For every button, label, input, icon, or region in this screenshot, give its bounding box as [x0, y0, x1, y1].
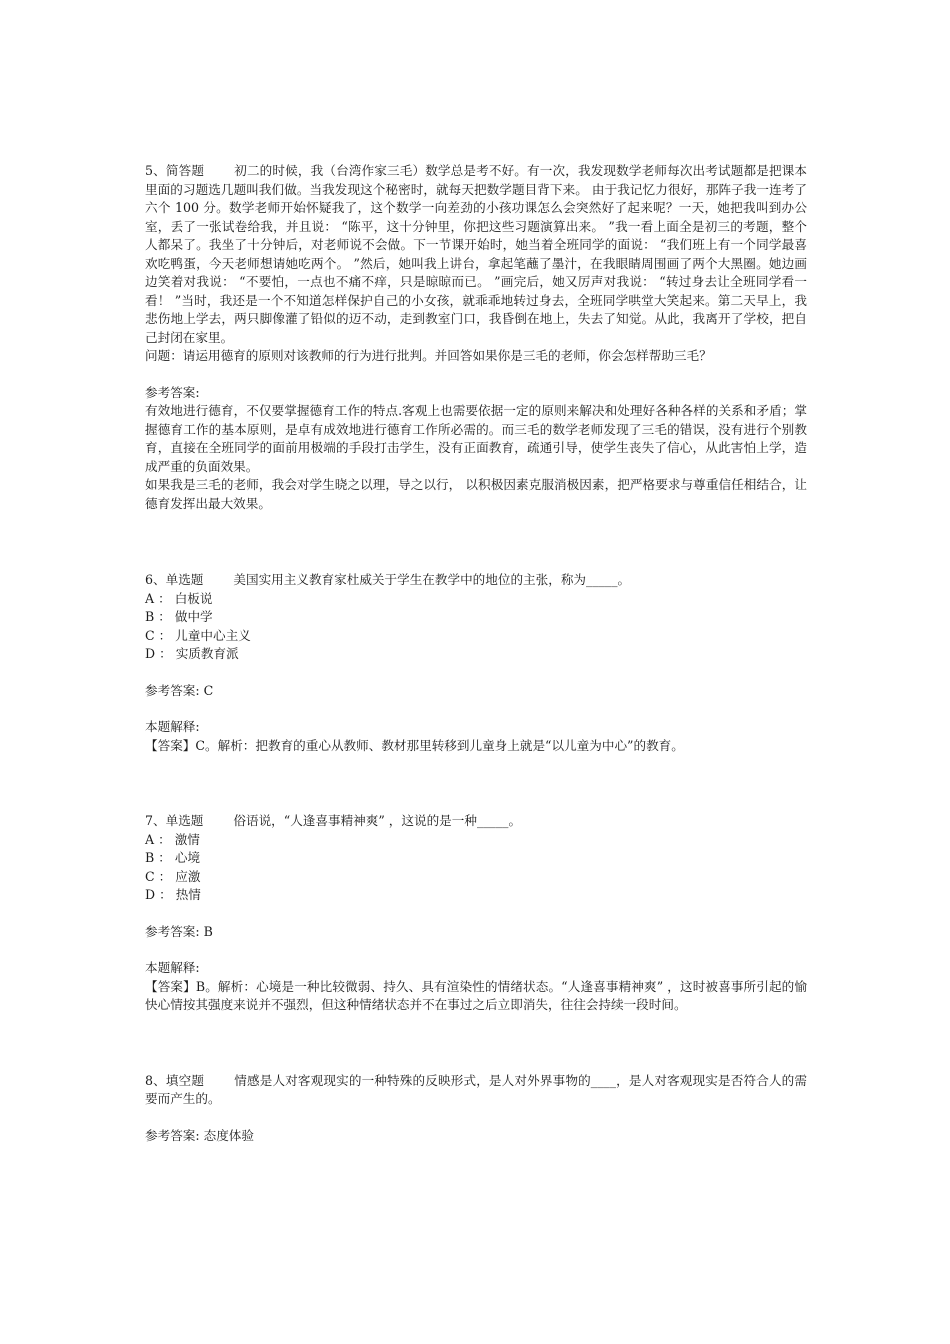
question-7-header: 7、单选题	[145, 813, 204, 828]
question-5-answer-p1: 有效地进行德育，不仅要掌握德育工作的特点.客观上也需要依据一定的原则来解决和处理好各种各样的关系和矛盾；掌握德育工作的基本原则，是卓有成效地进行德育工作所必需的。而三毛的数学老师发现了三毛的错误，没有进行个别教育，直接在全班同学的面前用极端的手段打击学生，没有正面教育，疏通引导，使学生丧失了信心，从此害怕上学，造成严重的负面效果。	[145, 403, 807, 474]
question-6-header: 6、单选题	[145, 572, 204, 587]
question-5-answer-p2: 如果我是三毛的老师，我会对学生晓之以理，导之以行， 以积极因素克服消极因素，把严格要求与尊重信任相结合，让德育发挥出最大效果。	[145, 477, 807, 511]
question-8-answer: 参考答案: 态度体验	[145, 1127, 254, 1143]
question-7-option-b: B ： 心境	[145, 850, 201, 865]
question-5-prompt: 问题：请运用德育的原则对该教师的行为进行批判。并回答如果你是三毛的老师，你会怎样帮助三毛？	[145, 348, 712, 363]
question-6-answer: 参考答案: C	[145, 682, 214, 698]
question-7-text	[145, 812, 807, 831]
question-7-explain: 【答案】B。解析：心境是一种比较微弱、持久、具有渲染性的情绪状态。“人逢喜事精神爽” ，这时被喜事所引起的愉快心情按其强度来说并不强烈，但这种情绪状态并不在事过之后立即消失，往往会持续一段时间。	[145, 978, 807, 1012]
question-5-body: 初二的时候，我（台湾作家三毛）数学总是考不好。有一次，我发现数学老师每次出考试题都是把课本里面的习题选几题叫我们做。当我发现这个秘密时，就每天把数学题目背下来。 由于我记忆力很好，那阵子我一连考了六个 100 分。数学老师开始怀疑我了，这个数学一向差劲的小孩功课怎么会突然好了起来呢？一天，她把我叫到办公室，丢了一张试卷给我，并且说： “陈平，这十分钟里，你把这些习题演算出来。 ”我一看上面全是初三的考题，整个人都呆了。我坐了十分钟后，对老师说不会做。下一节课开始时，她当着全班同学的面说： “我们班上有一个同学最喜欢吃鸭蛋，今天老师想请她吃两个。 ”然后，她叫我上讲台，拿起笔蘸了墨汁，在我眼睛周围画了两个大黑圈。她边画边笑着对我说： “不要怕，一点也不痛不痒，只是晾晾而已。 ”画完后，她又厉声对我说： “转过身去让全班同学看一看！ ”当时，我还是一个不知道怎样保护自己的小女孩，就乖乖地转过身去，全班同学哄堂大笑起来。第二天早上，我悲伤地上学去，两只脚像灌了铅似的迈不动，走到教室门口，我昏倒在地上，失去了知觉。从此，我离开了学校，把自己封闭在家里。	[145, 163, 807, 345]
question-6-option-b: B ： 做中学	[145, 609, 213, 624]
question-8-text	[145, 1072, 807, 1109]
question-7	[145, 812, 807, 1015]
question-7-option-a: A ： 激情	[145, 831, 200, 847]
question-8	[145, 1072, 807, 1146]
question-7-answer: 参考答案: B	[145, 923, 213, 939]
question-7-body: 俗语说，“人逢喜事精神爽” ，这说的是一种_____。	[233, 813, 522, 828]
question-6-body: 美国实用主义教育家杜威关于学生在教学中的地位的主张，称为_____。	[233, 572, 631, 587]
question-6-option-a: A ： 白板说	[145, 590, 213, 606]
question-8-header: 8、填空题	[145, 1072, 205, 1088]
question-6-option-c: C ： 儿童中心主义	[145, 627, 251, 643]
question-6-text	[145, 571, 807, 590]
question-7-option-d: D ： 热情	[145, 887, 201, 902]
question-8-body: 情感是人对客观现实的一种特殊的反映形式，是人对外界事物的____，是人对客观现实是否符合人的需要而产生的。	[145, 1072, 807, 1106]
question-7-explain-label: 本题解释:	[145, 960, 200, 975]
question-6-option-d: D ： 实质教育派	[145, 646, 239, 661]
question-6-explain-label: 本题解释:	[145, 719, 200, 734]
question-7-option-c: C ： 应激	[145, 868, 201, 884]
question-5-text	[145, 162, 807, 347]
question-5	[145, 162, 807, 513]
question-6	[145, 571, 807, 755]
question-6-explain: 【答案】C。解析：把教育的重心从教师、教材那里转移到儿童身上就是“以儿童为中心”的教育。	[145, 737, 684, 753]
question-5-header: 5、简答题	[145, 163, 205, 178]
exam-page	[145, 162, 807, 1145]
question-5-answer-label: 参考答案:	[145, 384, 200, 400]
